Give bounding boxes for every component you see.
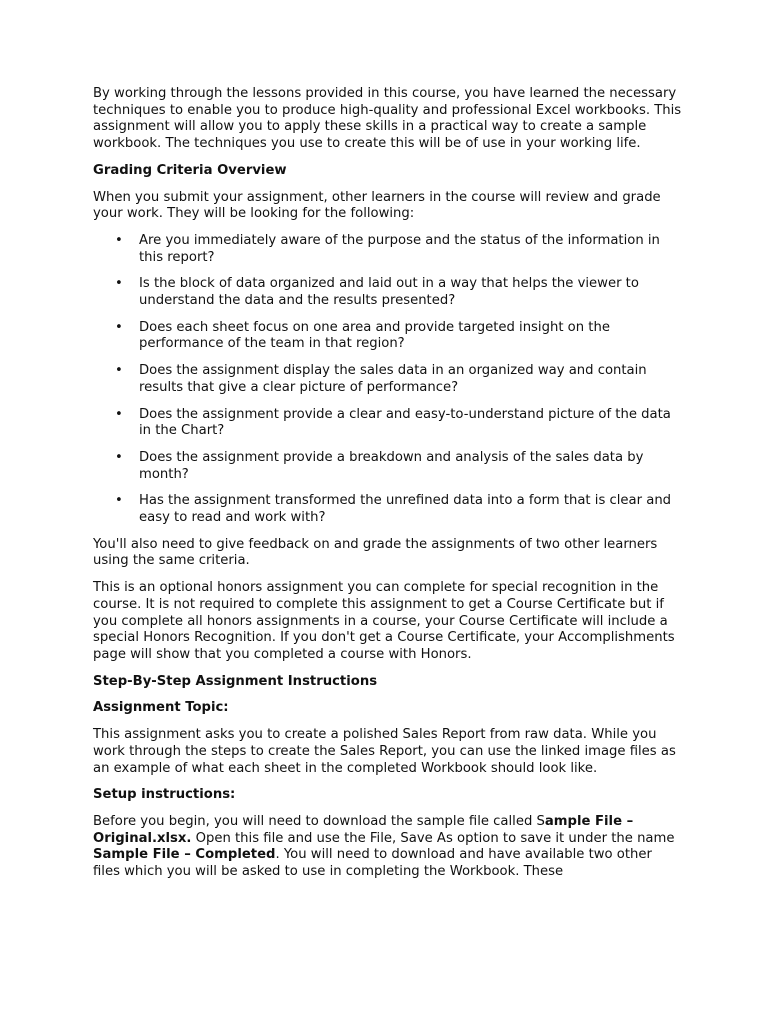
completed-file-name: Sample File – Completed — [93, 847, 276, 863]
document-page — [93, 86, 683, 891]
honors-paragraph: This is an optional honors assignment you can complete for special recognition in the course. It is not required to complete this assignment to get a Course Certificate but if you complete all honors assignments in a course, your Course Certificate will include a special Honors Recognition. If you don't get a Course Certificate, your Accomplishments page will show that you completed a course with Honors. — [93, 580, 675, 662]
bullet-icon: • — [115, 449, 123, 465]
setup-text-part: . You will need to download and have available two other files which you will be asked to use in completing the Workbook. These — [93, 847, 652, 880]
bullet-icon: • — [115, 232, 123, 248]
setup-text-part: Open this file and use the File, Save As option to save it under the name — [191, 830, 675, 846]
setup-text-part: Before you begin, you will need to download the sample file called S — [93, 813, 545, 829]
criteria-text: Does the assignment display the sales data in an organized way and contain results that give a clear picture of performance? — [139, 363, 647, 395]
assignment-topic-paragraph: This assignment asks you to create a polished Sales Report from raw data. While you work through the steps to create the Sales Report, you can use the linked image files as an example of what each sheet in the completed Workbook should look like. — [93, 727, 676, 776]
criteria-list — [93, 233, 683, 527]
bullet-icon: • — [115, 363, 123, 379]
list-item — [93, 450, 683, 483]
instructions-heading: Step-By-Step Assignment Instructions — [93, 673, 378, 689]
list-item — [93, 407, 683, 440]
criteria-text: Does each sheet focus on one area and provide targeted insight on the performance of the team in that region? — [139, 319, 610, 352]
bullet-icon: • — [115, 406, 123, 422]
assignment-topic-heading: Assignment Topic: — [93, 700, 229, 716]
feedback-paragraph: You'll also need to give feedback on and grade the assignments of two other learners using the same criteria. — [93, 536, 658, 569]
grading-intro-paragraph: When you submit your assignment, other learners in the course will review and grade your work. They will be looking for the following: — [93, 189, 661, 222]
list-item — [93, 363, 683, 396]
original-file-name: ample File – Original.xlsx. — [93, 813, 634, 846]
criteria-text: Is the block of data organized and laid out in a way that helps the viewer to understand the data and the results presented? — [139, 276, 639, 309]
criteria-text: Has the assignment transformed the unrefined data into a form that is clear and easy to read and work with? — [139, 493, 672, 526]
bullet-icon: • — [115, 493, 123, 509]
criteria-text: Does the assignment provide a clear and easy-to-understand picture of the data in the Chart? — [139, 406, 671, 439]
criteria-text: Does the assignment provide a breakdown and analysis of the sales data by month? — [139, 449, 644, 482]
grading-criteria-heading: Grading Criteria Overview — [93, 162, 287, 178]
list-item — [93, 276, 683, 309]
setup-paragraph — [93, 814, 683, 881]
criteria-text: Are you immediately aware of the purpose and the status of the information in this report? — [139, 232, 660, 265]
list-item — [93, 493, 683, 526]
bullet-icon: • — [115, 276, 123, 292]
list-item — [93, 233, 683, 266]
intro-paragraph: By working through the lessons provided in this course, you have learned the necessary techniques to enable you to produce high-quality and professional Excel workbooks. This assignment will allow you to apply these skills in a practical way to create a sample workbook. The techniques you use to create this will be of use in your working life. — [93, 86, 682, 152]
bullet-icon: • — [115, 319, 123, 335]
setup-instructions-heading: Setup instructions: — [93, 787, 236, 803]
list-item — [93, 320, 683, 353]
